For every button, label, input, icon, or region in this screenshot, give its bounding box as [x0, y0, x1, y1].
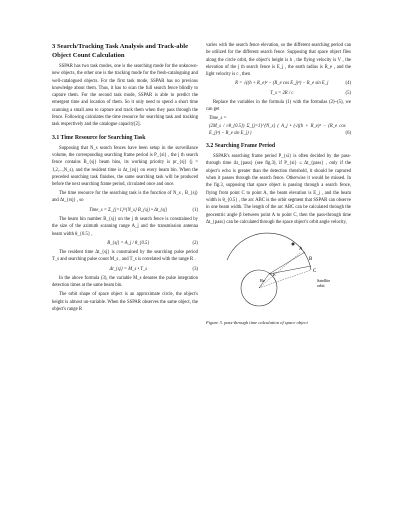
equation-number: (3) — [192, 266, 198, 272]
equation-number: (2) — [192, 240, 198, 246]
right-column — [206, 42, 351, 329]
equation-1 — [52, 207, 198, 214]
equation-number: (1) — [192, 207, 198, 213]
equation-3 — [52, 266, 198, 273]
orbit-diagram — [219, 230, 339, 318]
equation-body — [206, 115, 346, 137]
paragraph: In the above formula (3), the variable M_s denotes the pulse integration detection times at the same beam bin. — [52, 276, 198, 289]
equation-body: R = √((h + R_e)² − (R_e cos E_j)²) − R_e sin E_j — [235, 81, 329, 87]
elevation-label: E — [272, 272, 276, 278]
subsection-title-3-2: 3.2 Searching Frame Period — [206, 143, 276, 150]
equation-2 — [52, 240, 198, 247]
geocentric-line-c — [259, 270, 311, 288]
paragraph: varies with the search fence elevation, so the different searching period can be utilized for the different search fence. Supposing that space object flies along the circle orbit, the object's height is h , the flying velocity is V , the elevation of the j th search fence is E_j , the earth radius is R_e , and the light velocity is c , then — [206, 43, 351, 78]
left-column — [52, 42, 198, 315]
satellite-label: Satellite — [316, 278, 330, 284]
geocentric-line-a — [259, 252, 301, 288]
equation-5 — [206, 90, 351, 97]
equation-body: T_s = 2R / c — [270, 90, 294, 96]
point-a-label: A — [298, 247, 303, 253]
paragraph: The resident time Δt_{sj} is constrained by the searching pulse period T_s and searching pulse count M_s , and T_s is correlated with the range R . — [52, 250, 198, 263]
section-title: 3 Search/Tracking Task Analysis and Track-able Object Count Calculation — [52, 43, 188, 59]
figure-3 — [206, 230, 351, 327]
paragraph: The orbit shape of space object is an approximate circle, the object's height is almost un-variable. When the SSPAR observes the same object, the object's range R — [52, 292, 198, 312]
point-c-label: C — [312, 269, 316, 275]
equation-6 — [206, 115, 351, 137]
equation-body: Δt_{sj} = M_s • T_s — [109, 266, 148, 272]
paragraph: Replace the variables in the formula (1) with the formulas (2)~(5), we can get — [206, 100, 351, 113]
intro-paragraph: SSPAR has two task modes, one is the searching mode for the unknown-new objects, the other one is the tracking mode for the fresh-cataloguing and well-catalogued objects. For the first task mode, SSPAR has no previous knowledge about them. Thus, it has to scan the full search fence blindly to capture them. For the second task mode, SSPAR is able to predict the emergent time and location of them. So it only need to spend a short time scanning a small area to capture and track them when they pass through the fence. Following calculates the time resource for searching task and tracking task respectively and the catalogue capacity[2]. — [52, 64, 198, 128]
equation-line: (2M_s / cθ_{0.5}) Σ_{j=1}^{N_s} ( A_j • (√((h + R_e)² − (R_e cos E_j)²) − R_e sin E_j) ) — [209, 123, 346, 136]
subsection-title-3-1: 3.1 Time Resource for Searching Task — [52, 134, 146, 141]
paragraph: Supposing that N_s search fences have been setup in the surveillance volume, the corresponding searching frame period is P_{si} , the j th search fence contains B_{sj} beam bins, its working priority is pr_{sj} (j = 1,2,...,N_s), and the resident time is Δt_{rsj} on every beam bin. When the preceded searching task finishes, the same searching task will be produced before the next searching frame period, circulated once and once. — [52, 145, 198, 188]
paragraph: SSPAR's searching frame period P_{si} is often decided by the pass-through time Δt_{pass} (see fig.3), if P_{si} ≤ Δt_{pass} , only if the object's echo is greater than the detection threshold, it should be captured when it passes through the search fence. Otherwise it would be missed. In the fig.3, supposing that space object is passing through a search fence, flying from point C to point A, the beam elevation is E_j , and the beam width is θ_{0.5} , the arc ABC is the orbit segment that SSPAR can observe in one beam width. The length of the arc ABC can be calculated through the geocentric angle β between point A to point C, then the pass-through time Δt_{pass} can be calculated through the space object's orbit angle velocity, — [206, 154, 351, 225]
equation-number: (6) — [345, 130, 351, 136]
equation-body: Time_s = Σ_{j=1}^{N_s} B_{sj} • Δt_{sj} — [89, 207, 168, 213]
equation-line: Time_s = — [209, 116, 227, 122]
equation-4 — [206, 80, 351, 87]
satellite-marker — [291, 243, 294, 246]
equation-number: (4) — [345, 81, 351, 87]
orbit-label: orbit — [316, 283, 325, 289]
paragraph: The beam bin number B_{sj} on the j th search fence is constrained by the size of the azimuth scanning range A_j and the transmission antenna beam width θ_{0.5} , — [52, 216, 198, 237]
equation-number: (5) — [345, 90, 351, 96]
figure-caption: Figure 3. pass-through time calculation of space object — [206, 320, 308, 326]
point-b-label: B — [308, 257, 312, 263]
paragraph: The time resource for the searching task is the function of N_s , B_{sj} and Δt_{rsj} , so — [52, 191, 198, 204]
earth-radius-label: Re — [259, 278, 265, 284]
equation-body: B_{sj} = A_j / θ_{0.5} — [107, 240, 150, 246]
